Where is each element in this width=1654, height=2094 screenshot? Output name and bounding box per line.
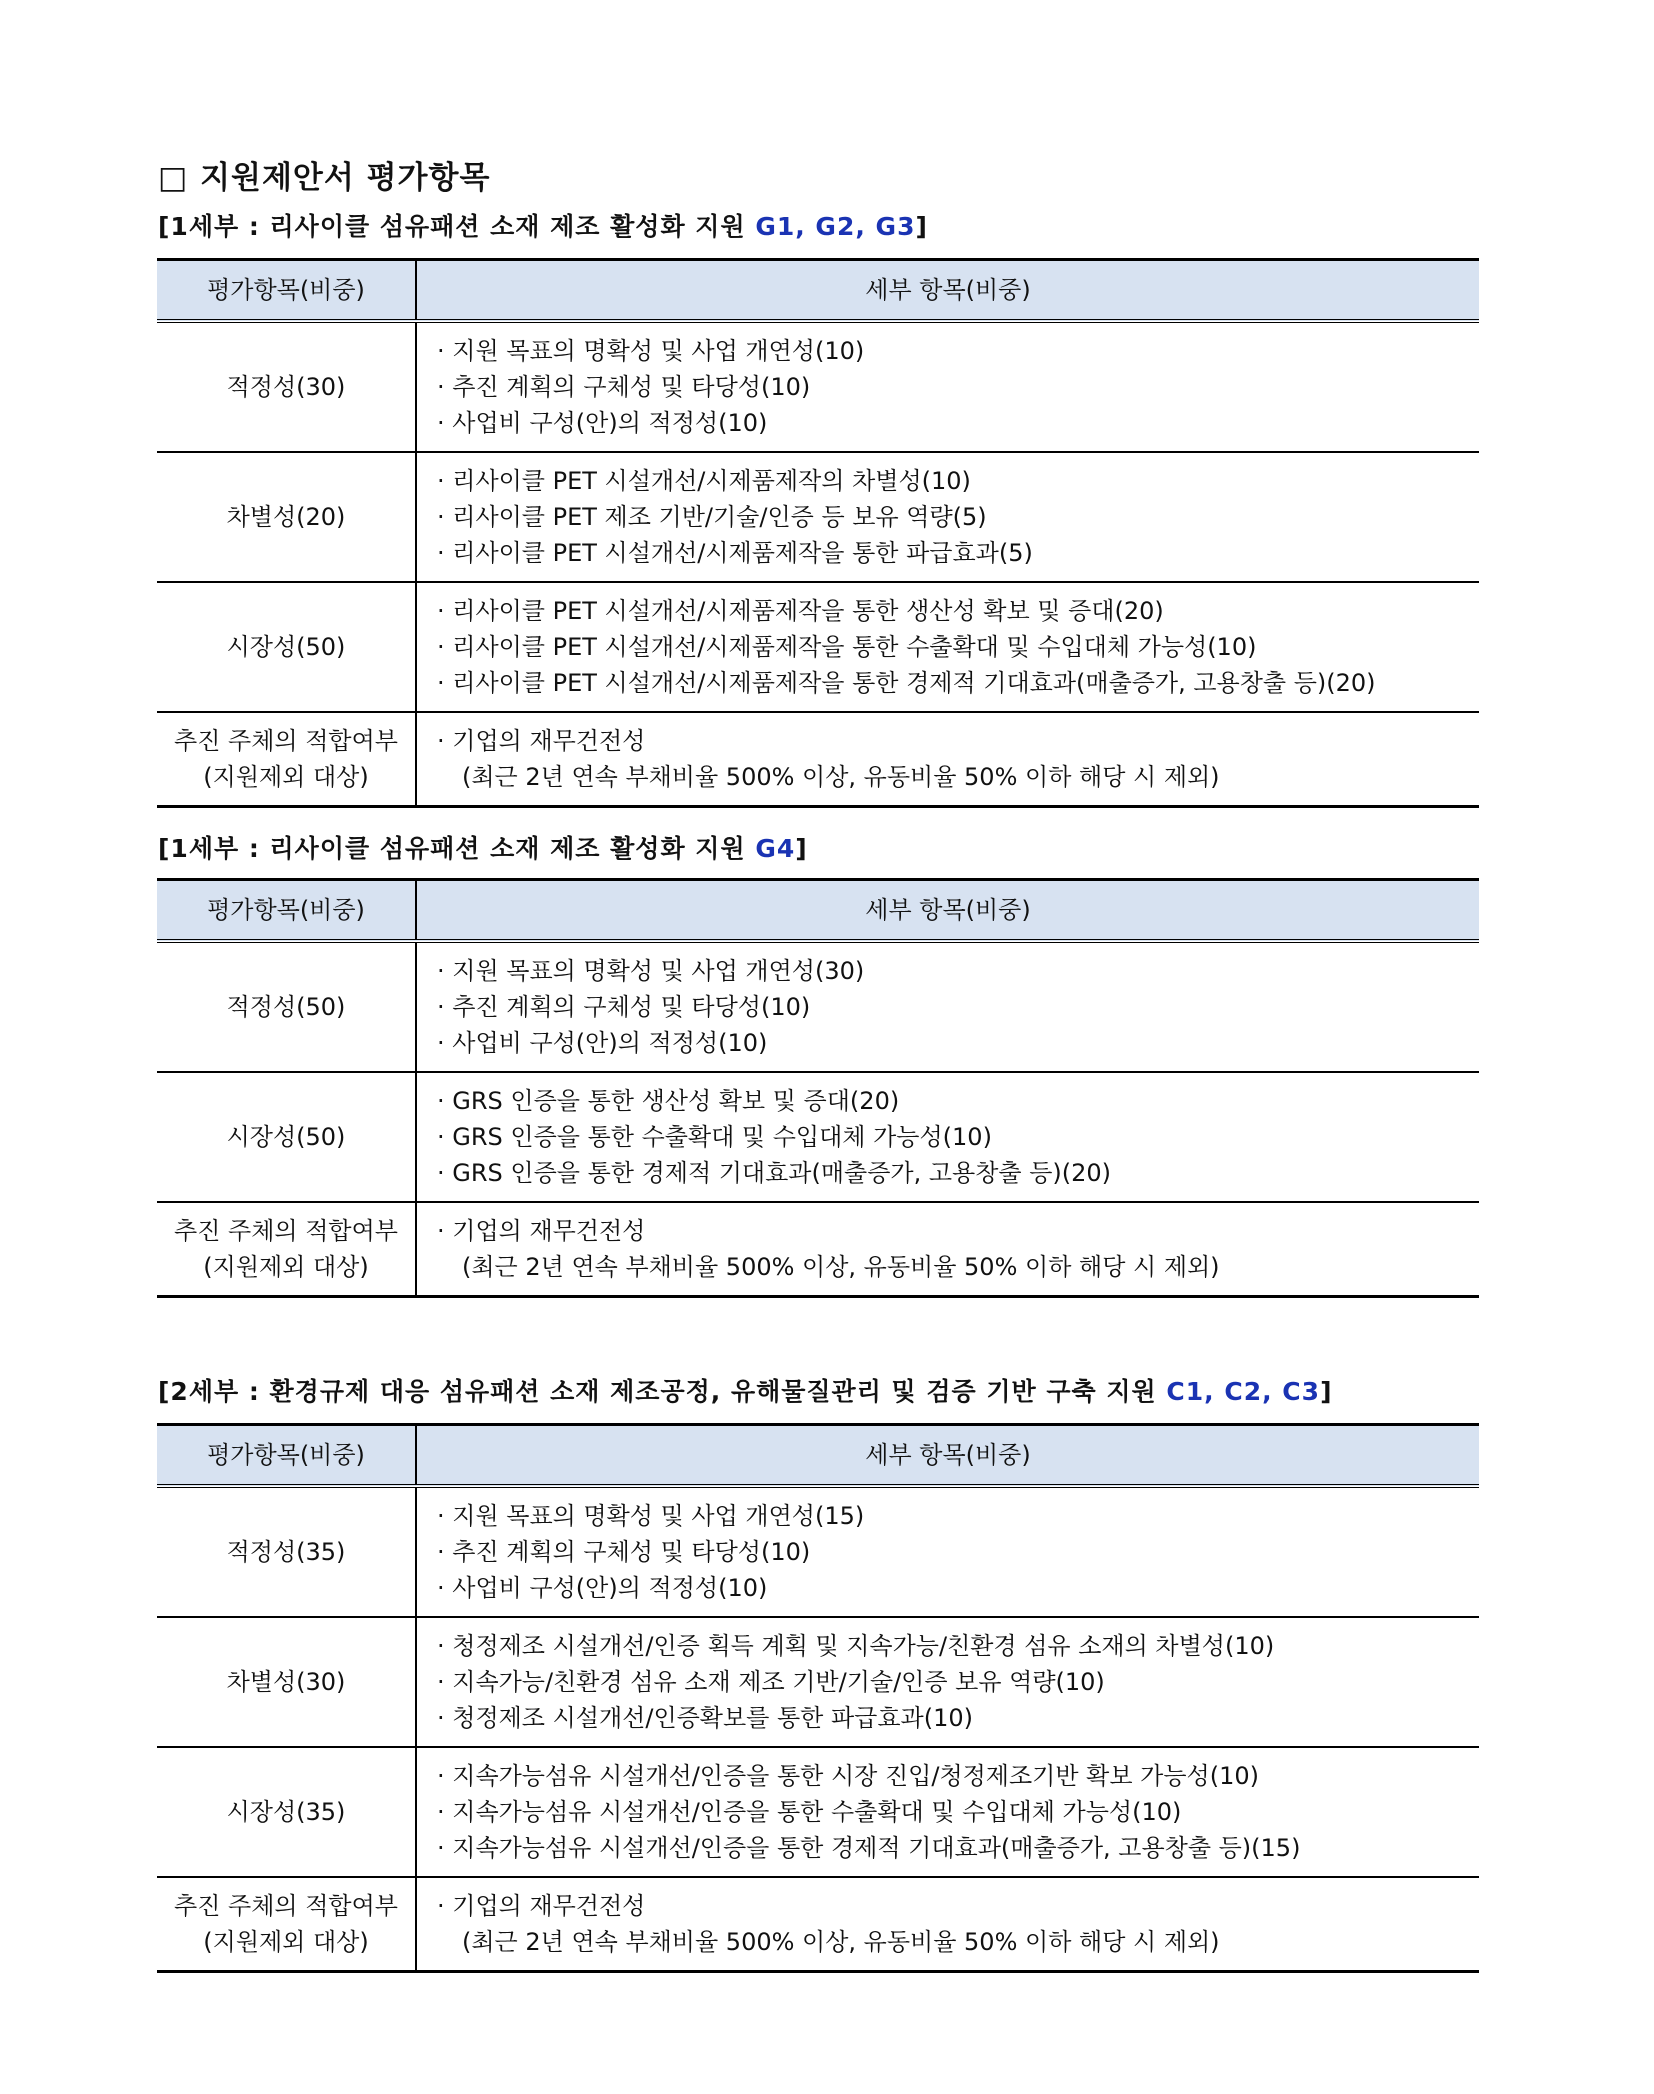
details-cell <box>416 1617 1479 1747</box>
section-title-text: [2세부 : 환경규제 대응 섬유패션 소재 제조공정, 유해물질관리 및 검증 기반 구축 지원 <box>158 1377 1167 1406</box>
detail-item: · 사업비 구성(안)의 적정성(10) <box>437 409 768 437</box>
detail-item: · 기업의 재무건전성 <box>437 1892 646 1920</box>
category-cell <box>157 1617 416 1747</box>
detail-item: · 지속가능섬유 시설개선/인증을 통한 경제적 기대효과(매출증가, 고용창출 등)(15) <box>437 1834 1301 1862</box>
header-details: 세부 항목(비중) <box>416 1425 1479 1487</box>
category-label: 시장성(35) <box>226 1798 346 1826</box>
details-cell <box>416 1877 1479 1972</box>
category-cell <box>157 941 416 1072</box>
category-cell <box>157 1486 416 1617</box>
evaluation-table <box>157 1423 1479 1973</box>
table-row <box>157 941 1479 1072</box>
section-title <box>158 1372 1333 1408</box>
table-row <box>157 1202 1479 1297</box>
header-category: 평가항목(비중) <box>157 1425 416 1487</box>
category-label: 차별성(20) <box>226 503 346 531</box>
details-cell <box>416 582 1479 712</box>
category-cell <box>157 321 416 452</box>
table-row <box>157 712 1479 807</box>
detail-subitem: (최근 2년 연속 부채비율 500% 이상, 유동비율 50% 이하 해당 시 제외) <box>462 1928 1220 1956</box>
details-cell <box>416 321 1479 452</box>
category-label: 적정성(30) <box>226 373 346 401</box>
table-row <box>157 452 1479 582</box>
category-cell <box>157 1877 416 1972</box>
section-title-end: ] <box>1320 1377 1333 1406</box>
detail-item: · 지원 목표의 명확성 및 사업 개연성(15) <box>437 1502 865 1530</box>
table-row <box>157 1617 1479 1747</box>
category-label: 추진 주체의 적합여부 <box>174 1217 398 1245</box>
table-row <box>157 1486 1479 1617</box>
category-label: 추진 주체의 적합여부 <box>174 727 398 755</box>
detail-item: · 추진 계획의 구체성 및 타당성(10) <box>437 373 811 401</box>
category-cell <box>157 1072 416 1202</box>
category-label: (지원제외 대상) <box>203 763 369 791</box>
details-cell <box>416 712 1479 807</box>
detail-item: · 리사이클 PET 시설개선/시제품제작을 통한 수출확대 및 수입대체 가능성(10) <box>437 633 1257 661</box>
section-title <box>158 829 808 865</box>
category-label: (지원제외 대상) <box>203 1253 369 1281</box>
category-label: 시장성(50) <box>226 633 346 661</box>
category-label: 추진 주체의 적합여부 <box>174 1892 398 1920</box>
details-cell <box>416 941 1479 1072</box>
section-title-code: C1, C2, C3 <box>1166 1377 1321 1406</box>
detail-item: · 리사이클 PET 시설개선/시제품제작을 통한 파급효과(5) <box>437 539 1033 567</box>
detail-item: · 청정제조 시설개선/인증확보를 통한 파급효과(10) <box>437 1704 973 1732</box>
header-details: 세부 항목(비중) <box>416 260 1479 322</box>
detail-item: · 사업비 구성(안)의 적정성(10) <box>437 1574 768 1602</box>
details-cell <box>416 1486 1479 1617</box>
detail-item: · 리사이클 PET 시설개선/시제품제작을 통한 경제적 기대효과(매출증가, 고용창출 등)(20) <box>437 669 1376 697</box>
category-label: 적정성(50) <box>226 993 346 1021</box>
table-row <box>157 1072 1479 1202</box>
detail-item: · 지원 목표의 명확성 및 사업 개연성(10) <box>437 337 865 365</box>
header-category: 평가항목(비중) <box>157 260 416 322</box>
section-title-code: G1, G2, G3 <box>755 212 916 241</box>
detail-item: · GRS 인증을 통한 수출확대 및 수입대체 가능성(10) <box>437 1123 992 1151</box>
detail-item: · 기업의 재무건전성 <box>437 1217 646 1245</box>
detail-item: · GRS 인증을 통한 생산성 확보 및 증대(20) <box>437 1087 900 1115</box>
category-cell <box>157 452 416 582</box>
evaluation-table <box>157 878 1479 1298</box>
category-label: 적정성(35) <box>226 1538 346 1566</box>
section-title-text: [1세부 : 리사이클 섬유패션 소재 제조 활성화 지원 <box>158 212 756 241</box>
details-cell <box>416 452 1479 582</box>
detail-subitem: (최근 2년 연속 부채비율 500% 이상, 유동비율 50% 이하 해당 시 제외) <box>462 1253 1220 1281</box>
detail-item: · 지속가능/친환경 섬유 소재 제조 기반/기술/인증 보유 역량(10) <box>437 1668 1105 1696</box>
table-row <box>157 1747 1479 1877</box>
details-cell <box>416 1747 1479 1877</box>
header-category: 평가항목(비중) <box>157 880 416 942</box>
detail-item: · 지속가능섬유 시설개선/인증을 통한 시장 진입/청정제조기반 확보 가능성(10) <box>437 1762 1259 1790</box>
category-cell <box>157 712 416 807</box>
section-title-end: ] <box>795 834 808 863</box>
table-header-row <box>157 260 1479 322</box>
category-label: 시장성(50) <box>226 1123 346 1151</box>
details-cell <box>416 1072 1479 1202</box>
table-row <box>157 321 1479 452</box>
table-header-row <box>157 1425 1479 1487</box>
table-row <box>157 1877 1479 1972</box>
page-title: □ 지원제안서 평가항목 <box>158 160 491 196</box>
category-cell <box>157 582 416 712</box>
header-details: 세부 항목(비중) <box>416 880 1479 942</box>
detail-item: · 사업비 구성(안)의 적정성(10) <box>437 1029 768 1057</box>
evaluation-table <box>157 258 1479 808</box>
section-title-code: G4 <box>755 834 796 863</box>
section-title <box>158 207 928 243</box>
detail-item: · 청정제조 시설개선/인증 획득 계획 및 지속가능/친환경 섬유 소재의 차별성(10) <box>437 1632 1275 1660</box>
detail-item: · GRS 인증을 통한 경제적 기대효과(매출증가, 고용창출 등)(20) <box>437 1159 1112 1187</box>
detail-subitem: (최근 2년 연속 부채비율 500% 이상, 유동비율 50% 이하 해당 시 제외) <box>462 763 1220 791</box>
category-cell <box>157 1202 416 1297</box>
category-label: 차별성(30) <box>226 1668 346 1696</box>
detail-item: · 리사이클 PET 시설개선/시제품제작의 차별성(10) <box>437 467 971 495</box>
category-label: (지원제외 대상) <box>203 1928 369 1956</box>
detail-item: · 지원 목표의 명확성 및 사업 개연성(30) <box>437 957 865 985</box>
detail-item: · 지속가능섬유 시설개선/인증을 통한 수출확대 및 수입대체 가능성(10) <box>437 1798 1182 1826</box>
detail-item: · 리사이클 PET 시설개선/시제품제작을 통한 생산성 확보 및 증대(20) <box>437 597 1164 625</box>
detail-item: · 추진 계획의 구체성 및 타당성(10) <box>437 1538 811 1566</box>
detail-item: · 추진 계획의 구체성 및 타당성(10) <box>437 993 811 1021</box>
detail-item: · 기업의 재무건전성 <box>437 727 646 755</box>
table-header-row <box>157 880 1479 942</box>
detail-item: · 리사이클 PET 제조 기반/기술/인증 등 보유 역량(5) <box>437 503 987 531</box>
category-cell <box>157 1747 416 1877</box>
details-cell <box>416 1202 1479 1297</box>
section-title-text: [1세부 : 리사이클 섬유패션 소재 제조 활성화 지원 <box>158 834 756 863</box>
table-row <box>157 582 1479 712</box>
section-title-end: ] <box>915 212 928 241</box>
